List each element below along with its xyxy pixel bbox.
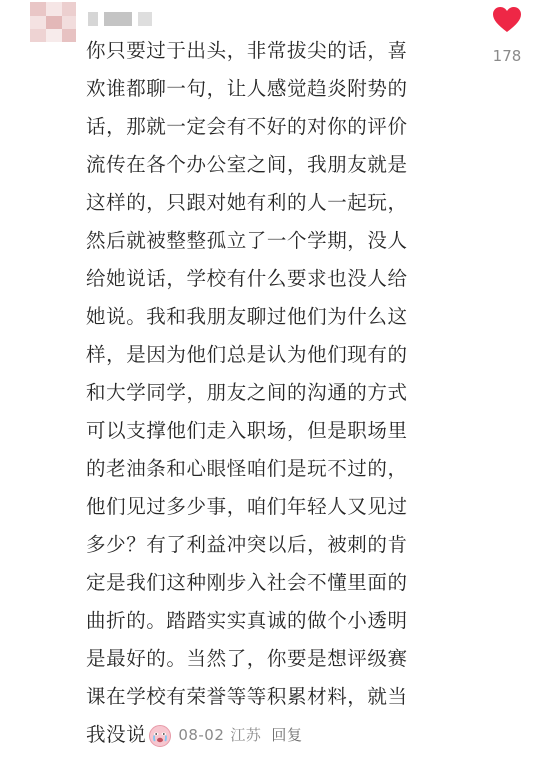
reply-button[interactable]: 回复 <box>271 726 303 744</box>
comment-line: 话，那就一定会有不好的对你的评价 <box>86 115 408 138</box>
comment-line: 的老油条和心眼怪咱们是玩不过的， <box>86 457 408 480</box>
comment-line: 样，是因为他们总是认为他们现有的 <box>86 343 408 366</box>
comment-location: 江苏 <box>230 726 262 744</box>
comment-meta <box>148 716 302 754</box>
comment-line: 曲折的。踏踏实实真诚的做个小透明 <box>86 609 408 632</box>
comment-line: 和大学同学，朋友之间的沟通的方式 <box>86 381 408 404</box>
like-count: 178 <box>492 47 522 65</box>
comment-date: 08-02 <box>178 726 225 744</box>
comment-last-line <box>86 716 466 754</box>
comment-line: 可以支撑他们走入职场，但是职场里 <box>86 419 408 442</box>
heart-icon[interactable] <box>492 6 522 37</box>
crying-face-emoji-icon <box>148 723 172 747</box>
comment-line: 定是我们这种刚步入社会不懂里面的 <box>86 571 408 594</box>
comment-line: 欢谁都聊一句，让人感觉趋炎附势的 <box>86 77 408 100</box>
comment-text <box>86 32 466 754</box>
comment-line: 给她说话，学校有什么要求也没人给 <box>86 267 408 290</box>
like-button[interactable] <box>490 6 524 65</box>
username-blurred[interactable] <box>88 12 152 28</box>
avatar[interactable] <box>30 2 76 42</box>
comment-line: 你只要过于出头，非常拔尖的话，喜 <box>86 39 408 62</box>
comment-line: 是最好的。当然了，你要是想评级赛 <box>86 647 408 670</box>
comment-line: 我没说 <box>86 723 147 746</box>
comment-line: 他们见过多少事，咱们年轻人又见过 <box>86 495 408 518</box>
comment-line: 她说。我和我朋友聊过他们为什么这 <box>86 305 408 328</box>
comment-line: 流传在各个办公室之间，我朋友就是 <box>86 153 408 176</box>
comment-line: 这样的，只跟对她有利的人一起玩， <box>86 191 408 214</box>
comment-line: 然后就被整整孤立了一个学期，没人 <box>86 229 408 252</box>
comment-line: 课在学校有荣誉等等积累材料，就当 <box>86 685 408 708</box>
comment-line: 多少？有了利益冲突以后，被刺的肯 <box>86 533 408 556</box>
